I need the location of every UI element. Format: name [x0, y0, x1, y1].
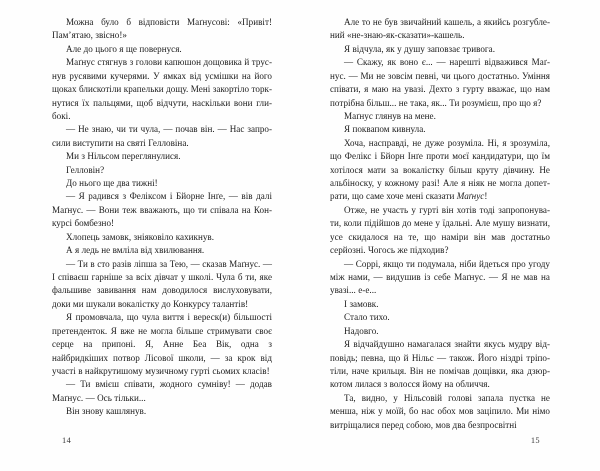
paragraph: — Я радився з Феліксом і Бйорне Інґе, — вів далі Маґнус. — Вони теж вважають, що ти співала на Конкурсі бомбезно! [52, 191, 272, 229]
emphasis-text: Маґнус [456, 191, 485, 202]
paragraph: Гелловін? [66, 164, 105, 175]
paragraph: Стало тихо. [344, 312, 390, 323]
paragraph: Отже, не участь у гурті він хотів тоді запропонувати, коли підійшов до мене у їдальні. Але мушу визнати, усе скидалося на те, що наміри він мав достатньо серйозні. Чогось же підходив? [330, 204, 550, 256]
paragraph: До нього ще два тижні! [66, 178, 158, 189]
paragraph: Хлопець замовк, зніяковіло кахикнув. [66, 231, 215, 242]
paragraph: Маґнус глянув на мене. [344, 110, 436, 121]
paragraph: — Не знаю, чи ти чула, — почав він. — Нас запросили виступити на святі Гелловіна. [52, 124, 272, 148]
page-right-textblock [330, 16, 550, 432]
paragraph: Ми з Нільсом переглянулися. [66, 151, 181, 162]
paragraph: Я поквапом кивнула. [344, 124, 426, 135]
page-right [300, 0, 600, 471]
page-number-right: 15 [530, 435, 540, 445]
paragraph: Я відчайдушно намагалася знайти якусь мудру відповідь; певна, що й Нільс — також. Його ніздрі тріпотіли, наче крильця. Він не помічав дощівки, яка дзюркотом лилася з волосся йому на обличчя. [330, 339, 550, 390]
paragraph: Але до цього я ще повернуся. [66, 43, 182, 54]
paragraph: Він знову кашлянув. [66, 406, 147, 417]
page-number-left: 14 [62, 435, 72, 445]
paragraph: Можна було б відповісти Маґнусові: «Привіт! Пам’ятаю, звісно!» [52, 17, 272, 41]
paragraph: Я промовчала, що чула виття і вереск(и) більшості претенденток. Я вже не могла більше стримувати своє серце на припоні. Я, Анне Беа Вік, одна з найбридкіших потвор Лісової школи, — за крок від участі в найкрутишому музичному гурті сьомих класів! [52, 312, 272, 376]
paragraph: Я відчула, як у душу заповзає тривога. [344, 43, 496, 54]
paragraph: Хоча, насправді, не дуже розуміла. Ні, я зрозуміла, що Фелікс і Бйорн Інґе проти моєї кандидатури, що їм хотілося мати за вокалістку більш круту дівчину. Не альбіноску, у кожному разі! Але я ніяк не могла допетрати, що саме хоче мені сказати Маґнус! [330, 137, 550, 202]
page-left-textblock [52, 16, 272, 419]
paragraph: Маґнус стягнув з голови капюшон дощовика й труснув русявими кучерями. У ямках від усмішки на його щоках блискотіли крапельки дощу. Мені закортіло торкнутися їх пальцями, щоб відчути, наскільки вони глибокі. [52, 57, 272, 121]
paragraph: Але то не був звичайний кашель, а якийсь розгублений «не-знаю-як-сказати»-кашель. [330, 17, 550, 41]
paragraph: — Ти вмієш співати, жодного сумніву! — додав Маґнус. — Ось тільки... [52, 379, 272, 403]
paragraph: — Ти в сто разів ліпша за Тею, — сказав Маґнус. — І співаєш гарніше за всіх дівчат у школі. Чула б ти, яке фальшиве завивання нам доводилося вислуховувати, доки ми шукали вокалістку до Конкурсу талантів! [52, 258, 272, 309]
paragraph: — Скажу, як воно є... — нарешті відважився Маґнус. — Ми не зовсім певні, чи цього достатньо. Уміння співати, я маю на увазі. Дехто з гурту вважає, що нам потрібна більш... не така, як... Ти розумієш, про що я? [330, 57, 550, 108]
paragraph: А я ледь не вмліла від хвилювання. [66, 245, 205, 256]
paragraph: Та, видно, у Нільсовій голові запала пустка не менша, ніж у моїй, бо нас обох мов заціпило. Ми німо витріщалися перед собою, мов два безпросвітні [330, 392, 550, 430]
paragraph: — Соррі, якщо ти подумала, ніби йдеться про угоду між нами, — видушив із себе Маґнус. — Я не мав на увазі... е-е... [330, 258, 550, 296]
paragraph: І замовк. [344, 298, 379, 309]
paragraph: Надовго. [344, 325, 379, 336]
